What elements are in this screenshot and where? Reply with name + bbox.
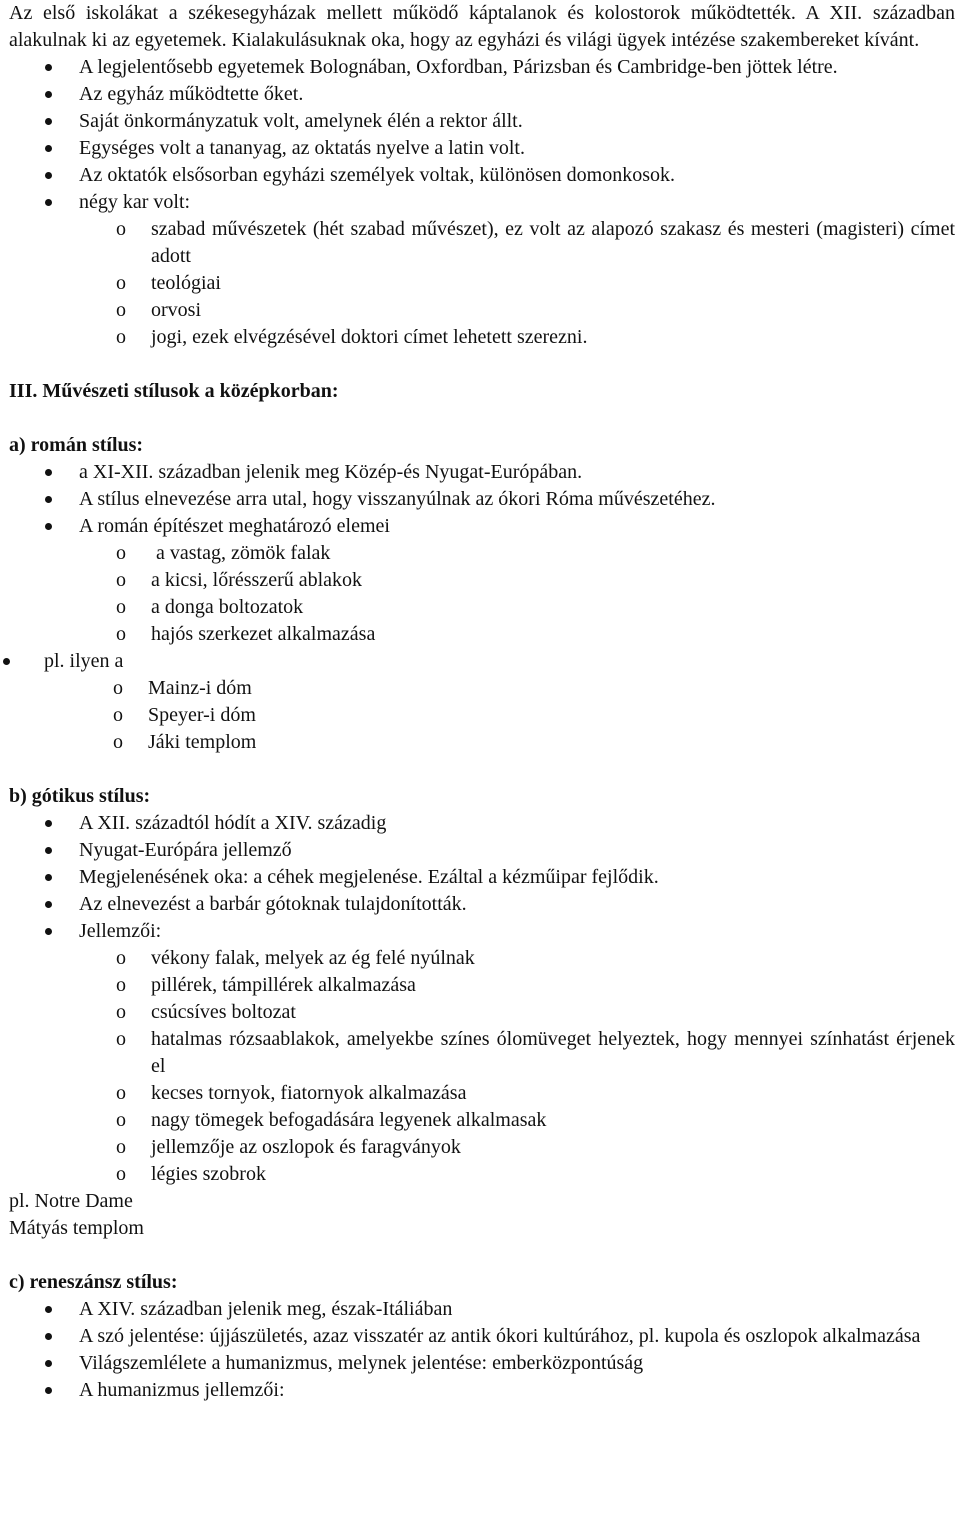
bullet-icon [45, 64, 52, 71]
list-item: o nagy tömegek befogadására legyenek alkalmasak [9, 1107, 955, 1134]
circle-bullet-icon: o [116, 299, 126, 321]
list-item: A szó jelentése: újjászületés, azaz visszatér az antik ókori kultúrához, pl. kupola és oszlopok alkalmazása [9, 1323, 955, 1350]
circle-bullet-icon: o [116, 326, 126, 348]
list-item: Az elnevezést a barbár gótoknak tulajdonították. [9, 891, 955, 918]
intro-paragraph: Az első iskolákat a székesegyházak mellett működő káptalanok és kolostorok működtették. A XII. században alakulnak ki az egyetemek. Kialakulásuknak oka, hogy az egyházi és világi ügyek intézése szakembereket kívánt. [9, 2, 955, 51]
list-item: o a donga boltozatok [9, 594, 955, 621]
list-item: Saját önkormányzatuk volt, amelynek élén a rektor állt. [9, 108, 955, 135]
bullet-icon [45, 1387, 52, 1394]
gothic-example-1: pl. Notre Dame [9, 1190, 133, 1212]
circle-bullet-icon: o [116, 1136, 126, 1158]
list-item: a XI-XII. században jelenik meg Közép-és Nyugat-Európában. [9, 459, 955, 486]
list-item: A stílus elnevezése arra utal, hogy visszanyúlnak az ókori Róma művészetéhez. [9, 486, 955, 513]
gothic-features-list [9, 945, 955, 1188]
bullet-icon [45, 901, 52, 908]
spacer [9, 405, 955, 432]
list-item: Megjelenésének oka: a céhek megjelenése. Ezáltal a kézműipar fejlődik. [9, 864, 955, 891]
bullet-icon [45, 928, 52, 935]
spacer [9, 1242, 955, 1269]
bullet-icon [45, 199, 52, 206]
circle-bullet-icon: o [113, 677, 123, 699]
circle-bullet-icon: o [116, 1082, 126, 1104]
document-page [9, 0, 955, 1404]
list-item: Jellemzői: [9, 918, 955, 945]
bullet-icon [45, 172, 52, 179]
bullet-icon [45, 847, 52, 854]
list-item: A XII. századtól hódít a XIV. századig [9, 810, 955, 837]
faculties-list [9, 216, 955, 351]
circle-bullet-icon: o [116, 218, 126, 240]
circle-bullet-icon: o [116, 623, 126, 645]
list-item: o csúcsíves boltozat [9, 999, 955, 1026]
gothic-example-2: Mátyás templom [9, 1217, 144, 1239]
spacer [9, 351, 955, 378]
list-item: A román építészet meghatározó elemei [9, 513, 955, 540]
bullet-icon [45, 820, 52, 827]
list-item: Az egyház működtette őket. [9, 81, 955, 108]
roman-elements-list [9, 540, 955, 648]
bullet-icon [45, 1333, 52, 1340]
list-item: o a vastag, zömök falak [9, 540, 955, 567]
roman-examples-list [9, 675, 955, 756]
list-item: o kecses tornyok, fiatornyok alkalmazása [9, 1080, 955, 1107]
list-item: o Mainz-i dóm [9, 675, 955, 702]
circle-bullet-icon: o [113, 704, 123, 726]
list-item: o a kicsi, lőrésszerű ablakok [9, 567, 955, 594]
list-item: Nyugat-Európára jellemző [9, 837, 955, 864]
circle-bullet-icon: o [116, 1163, 126, 1185]
gothic-list [9, 810, 955, 945]
circle-bullet-icon: o [116, 1109, 126, 1131]
bullet-icon [45, 91, 52, 98]
circle-bullet-icon: o [116, 974, 126, 996]
bullet-icon [45, 145, 52, 152]
list-item: o pillérek, támpillérek alkalmazása [9, 972, 955, 999]
roman-heading: a) román stílus: [9, 434, 144, 456]
list-item: A humanizmus jellemzői: [9, 1377, 955, 1404]
gothic-heading: b) gótikus stílus: [9, 785, 151, 807]
bullet-icon [45, 1360, 52, 1367]
list-item: o vékony falak, melyek az ég felé nyúlnak [9, 945, 955, 972]
renaissance-heading: c) reneszánsz stílus: [9, 1271, 178, 1293]
bullet-icon [45, 469, 52, 476]
bullet-icon [3, 658, 10, 665]
circle-bullet-icon: o [116, 947, 126, 969]
bullet-icon [45, 118, 52, 125]
list-item: pl. ilyen a [9, 648, 955, 675]
list-item: o jellemzője az oszlopok és faragványok [9, 1134, 955, 1161]
circle-bullet-icon: o [113, 731, 123, 753]
renaissance-list [9, 1296, 955, 1404]
bullet-icon [45, 523, 52, 530]
list-item: o szabad művészetek (hét szabad művészet), ez volt az alapozó szakasz és mesteri (magisteri) címet adott [116, 218, 955, 267]
circle-bullet-icon: o [116, 1028, 126, 1050]
list-item: o orvosi [9, 297, 955, 324]
roman-example-list [9, 648, 955, 675]
list-item: o légies szobrok [9, 1161, 955, 1188]
list-item: o Jáki templom [9, 729, 955, 756]
circle-bullet-icon: o [116, 569, 126, 591]
bullet-icon [45, 1306, 52, 1313]
list-item: o hatalmas rózsaablakok, amelyekbe színes ólomüveget helyeztek, hogy mennyei színhatást érjenek el [116, 1028, 955, 1077]
list-item: A XIV. században jelenik meg, észak-Itáliában [9, 1296, 955, 1323]
list-item: Az oktatók elsősorban egyházi személyek voltak, különösen domonkosok. [9, 162, 955, 189]
list-item: o hajós szerkezet alkalmazása [9, 621, 955, 648]
list-item: o jogi, ezek elvégzésével doktori címet lehetett szerezni. [9, 324, 955, 351]
circle-bullet-icon: o [116, 542, 126, 564]
list-item: Egységes volt a tananyag, az oktatás nyelve a latin volt. [9, 135, 955, 162]
list-item: o teológiai [9, 270, 955, 297]
circle-bullet-icon: o [116, 1001, 126, 1023]
roman-list [9, 459, 955, 540]
circle-bullet-icon: o [116, 272, 126, 294]
bullet-icon [45, 874, 52, 881]
spacer [9, 756, 955, 783]
list-item: A legjelentősebb egyetemek Bolognában, Oxfordban, Párizsban és Cambridge-ben jöttek létre. [9, 54, 955, 81]
universities-list [9, 54, 955, 216]
circle-bullet-icon: o [116, 596, 126, 618]
section-title: III. Művészeti stílusok a középkorban: [9, 380, 339, 402]
bullet-icon [45, 496, 52, 503]
list-item: Világszemlélete a humanizmus, melynek jelentése: emberközpontúság [9, 1350, 955, 1377]
list-item: négy kar volt: [9, 189, 955, 216]
list-item: o Speyer-i dóm [9, 702, 955, 729]
